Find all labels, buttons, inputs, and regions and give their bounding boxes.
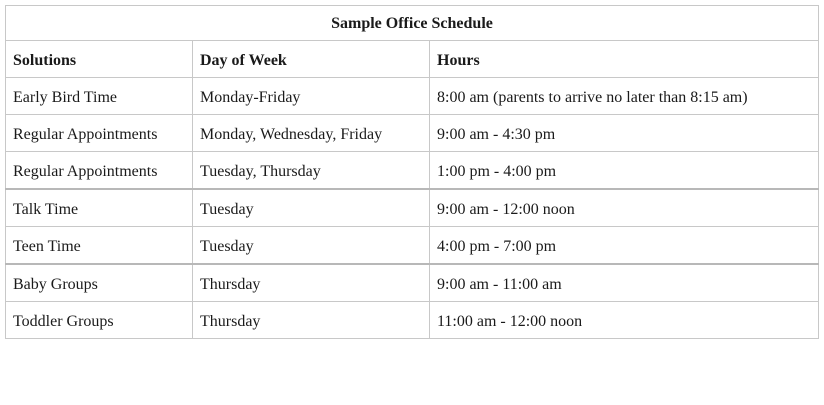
- cell-solution: Teen Time: [6, 227, 193, 265]
- cell-solution: Early Bird Time: [6, 78, 193, 115]
- table-row: [6, 152, 819, 190]
- cell-day: Monday-Friday: [193, 78, 430, 115]
- table-row: [6, 302, 819, 339]
- cell-solution: Regular Appointments: [6, 152, 193, 190]
- cell-hours: 1:00 pm - 4:00 pm: [430, 152, 819, 190]
- table-row: [6, 115, 819, 152]
- cell-hours: 9:00 am - 4:30 pm: [430, 115, 819, 152]
- table-row: [6, 227, 819, 265]
- table-header-row: [6, 41, 819, 78]
- table-row: [6, 264, 819, 302]
- table-row: [6, 189, 819, 227]
- cell-day: Tuesday, Thursday: [193, 152, 430, 190]
- cell-hours: 9:00 am - 12:00 noon: [430, 189, 819, 227]
- cell-day: Thursday: [193, 264, 430, 302]
- cell-solution: Talk Time: [6, 189, 193, 227]
- cell-solution: Toddler Groups: [6, 302, 193, 339]
- schedule-container: [5, 5, 819, 339]
- cell-day: Monday, Wednesday, Friday: [193, 115, 430, 152]
- cell-hours: 11:00 am - 12:00 noon: [430, 302, 819, 339]
- cell-day: Tuesday: [193, 227, 430, 265]
- cell-day: Thursday: [193, 302, 430, 339]
- cell-hours: 8:00 am (parents to arrive no later than 8:15 am): [430, 78, 819, 115]
- cell-day: Tuesday: [193, 189, 430, 227]
- cell-solution: Baby Groups: [6, 264, 193, 302]
- cell-hours: 4:00 pm - 7:00 pm: [430, 227, 819, 265]
- table-title-row: [6, 6, 819, 41]
- table-title: Sample Office Schedule: [6, 6, 819, 41]
- column-header-hours: Hours: [430, 41, 819, 78]
- column-header-day-of-week: Day of Week: [193, 41, 430, 78]
- column-header-solutions: Solutions: [6, 41, 193, 78]
- office-schedule-table: [5, 5, 819, 339]
- cell-solution: Regular Appointments: [6, 115, 193, 152]
- cell-hours: 9:00 am - 11:00 am: [430, 264, 819, 302]
- table-row: [6, 78, 819, 115]
